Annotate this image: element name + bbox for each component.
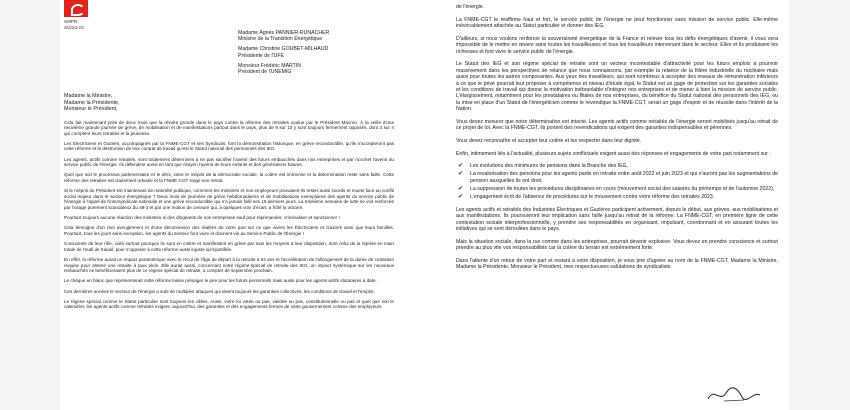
paragraph: La FNME-CGT le réaffirme haut et fort, le service public de l'énergie ne peut fonctionner sans mission de service public. Elle-même inévocablement attachée au Statut particulier et donner des IEG.	[456, 16, 778, 30]
paragraph: Le Statut des IEG et son régime spécial de retraite sont un vecteur incontestable d'attractivité pour les futurs emplois à pourvoir massivement dans les perspectives de relance que nous connaissons, par exemple la relance de la filière industrielle du nucléaire mais aussi pour toutes les autres composantes. Aux yeux des travailleurs, qui sont nombreux à accepter des niveaux de rémunération inférieurs à ce que le privé pourrait leur proposer à compétence et niveau d'étude égal, le Statut est un gage de protection sur les garanties sociales et les conditions de travail qui donne la motivation inébranlable d'intégrer nos entreprises et de mener à bien la mission de service public. L'élargissement, notamment pour les prestataires ou filiales de nos entreprises, du bénéfice du Statut national des personnels des IEG, ou la mise en place d'un Statut de l'énergéticien comme le revendique la FNME-CGT, serait un gage d'espoir et de réussite dans l'intérêt de la Nation.	[456, 61, 778, 113]
recipient	[238, 46, 438, 58]
letter-body-page-1	[64, 93, 394, 314]
ref-code: SG/23-22	[64, 24, 84, 30]
recipient-block	[238, 30, 438, 79]
recipient-title: Ministre de la Transition Énergétique	[238, 36, 323, 43]
paragraph: En effet, la réforme aurait un impact paramétrique avec le recul de l'âge de départ à la retraite à 64 ans et l'accélération de l'allongement de la durée de cotisation requise pour obtenir une retraite à taux plein. Elle aurait aussi, concernant notre régime spécial de retraite des IEG, un impact systémique sur les nouveaux embauchés ne bénéficieraient plus de ce régime spécial de retraite, à compter de septembre prochain.	[64, 256, 394, 274]
paragraph: Quel que soit le processus parlementaire et le déni, votre le mépris de la démocratie sociale, la colère est immense et la détermination reste sans faille. Cette réforme des retraites est clairement refusée et la FNME-CGT exige son retrait.	[64, 172, 394, 184]
salutation-line: Madame la Ministre,	[64, 93, 113, 99]
paragraph: Les agents, actifs comme retraités, sont totalement déterminés à ne pas sacrifier l'avenir des futurs embauchés dans nos entreprises et par ricochet l'avenir du service public de l'énergie. Ils défendent aussi en tant que citoyen l'avenir de leurs enfants et des générations futures.	[64, 156, 394, 168]
paragraph: Ces dernières années le secteur de l'énergie a subi de multiples attaques qui visent toujours les garanties collectives, les conditions de travail et l'emploi.	[64, 288, 375, 294]
paragraph: de l'énergie.	[456, 4, 485, 10]
signature	[704, 383, 764, 405]
paragraph: Vous devez mesurer que notre détermination est intacte. Les agents actifs comme retraités de l'énergie seront mobilisés jusqu'au retrait de ce projet de loi. Avec la FNME-CGT, ils portent des revendications qui exigent des garanties indispensables et pérennes.	[456, 118, 778, 132]
paragraph: Conscients de leur rôle, voilà surtout pourquoi ils sont en colère et manifestent en grève par tous les moyens à leur disposition, dont celui de la reprise en main totale de l'outil de travail, pour s'opposer à cette réforme aussi injuste qu'injustifiée.	[64, 241, 394, 252]
paragraph: Vous devez reconnaître et accepter leur colère et les respecter dans leur dignité.	[456, 137, 642, 144]
demands-list	[456, 163, 778, 200]
paragraph: D'ailleurs, si nous voulons renforcer la souveraineté énergétique de la France et relever tous les défis énergétiques d'avenir, il vous sera impossible de le mettre en œuvre sans toutes les travailleuses et tous les travailleurs intervenant dans le secteur. Elles et ils produisent les richesses et font vivre le service public de l'énergie.	[456, 35, 778, 55]
paragraph: Mais la situation sociale, dans la rue comme dans les entreprises, pourrait devenir explosive. Vous devez en prendre conscience et surtout prendre au plus vite vos responsabilités car la colère du terrain est extrêmement forte.	[456, 238, 778, 252]
list-item: ✔ La suppression de toutes les procédures disciplinaires en cours (mouvement social des salaires du printemps et de l'automne 2022),	[470, 186, 778, 192]
list-item: ✔ Les évolutions des minimums de pensions dans la Branche des IEG,	[470, 163, 778, 169]
recipient-title: Président de l'UNEMIG	[238, 69, 292, 76]
paragraph: Les agents actifs et retraités des Industries Électriques et Gazières participent activement, depuis le début, aux grèves, aux mobilisations et aux manifestations. Ils poursuivront leur implication sans faille jusqu'au retrait de la réforme. La FNME-CGT, en première ligne de cette contestation sociale interprofessionnelle, y prendre ses responsabilités en organisant, impulsant, coordonnant et en assurant toutes les initiatives qui se sont déroulées dans le pays.	[456, 206, 778, 233]
ref-org: SMPR	[64, 19, 78, 24]
list-item: ✔ L'engagement écrit de l'absence de procédures sur le mouvement contre votre réforme des retraites 2023.	[470, 194, 778, 200]
recipient-name: Madame Christine GOUBET-MILHAUD	[238, 46, 329, 53]
paragraph: Le régime spécial comme le Statut particulier sont toujours les cibles. Aussi, votre loi votée ou pas, validée ou pas, constitutionnelle ou pas et quel que soit le calendrier, les agents actifs comme retraités exigent, aujourd'hui, des garanties et des engagements fermes de votre gouvernement comme des employeurs	[64, 298, 394, 310]
letter-body-page-2	[456, 4, 778, 277]
paragraph: Les Electriciens et Gaziers, accompagnés par la FNME-CGT et ses Syndicats, font la démonstration historique, en grève reconductible, qu'ils n'accepteront pas cette réforme et la destruction de leur contrat de travail qu'est le Statut national des personnels des IEG.	[64, 140, 394, 152]
recipient-name: Madame Agnès PANNIER-RUNACHER	[238, 30, 330, 36]
paragraph: Le chèque en blanc que représenterait cette réforme laisse présager le pire pour les futurs personnels mais aussi pour les agents actifs statutaires à date.	[64, 278, 377, 284]
cgt-logo	[64, 0, 88, 17]
paragraph: Dans l'attente d'un retour de votre part et restant à votre disposition, je vous prie d'agréer au nom de la FNME-CGT, Madame la Ministre, Madame la Présidente, Monsieur le Président, mes respectueuses salutations de syndicaliste.	[456, 257, 778, 271]
recipient	[238, 30, 438, 42]
salutation-line: Madame la Présidente,	[64, 99, 120, 106]
salutation-line: Monsieur le Président,	[64, 106, 118, 112]
paragraph: Pourtant toujours aucune réaction des ministres ni des dirigeants de nos entreprises sauf pour réprimander, criminaliser et sanctionner !	[64, 215, 340, 221]
reference	[64, 19, 84, 30]
list-item: ✔ La revalorisation des pensions pour les agents partis en retraite entre août 2022 et juin 2023 et qui n'auront pas les augmentations de pension auxquelles ils ont droit,	[470, 171, 778, 184]
recipient	[238, 63, 438, 75]
recipient-title: Présidente de l'UFE	[238, 52, 284, 59]
letter-page-1	[60, 0, 446, 410]
paragraph: Cela témoigne d'un réel aveuglement et d'une déconnexion des réalités de votre part sur ce que vivent les Électriciens et Gaziers ainsi que leurs familles. Pourtant, tous les jours sans exception, les agents du secteur font vivre et donnent vie au Service Public de l'Énergie !	[64, 225, 394, 236]
recipient-name: Monsieur Frédéric MARTIN	[238, 62, 302, 69]
salutation	[64, 93, 394, 113]
paragraph: Si le mépris du Président est maintenant de notoriété publique, comment les ministres et nos employeurs pouvaient-ils rester aussi sourds et muets face au conflit social majeur dans le secteur énergétique ? Deux mois de journées de grève hebdomadaires et de mobilisations exemplaires des agents du service public de l'énergie à l'appel de l'intersyndicale nationale et une grève reconductible qui n'a jamais failli ses 15 derniers jours. La troisième semaine de lutte se voit renforcée par l'usage purement scandaleux du 49-3 et par une motion de censure qui, à quelques voix d'écart, a frôlé la victoire.	[64, 188, 394, 210]
letter-page-2	[446, 0, 789, 410]
paragraph: Enfin, intimement liés à l'actualité, plusieurs sujets conflictuels exigent aussi des réponses et engagements de votre part notamment sur :	[456, 150, 771, 157]
paragraph: Cela fait maintenant près de deux mois que la révolte gronde dans le pays contre la réforme des retraites voulue par le Président Macron. À la veille d'une neuvième grande journée de grève, de mobilisation et de manifestations partout dans le pays, plus de 9 sur 10 y sont toujours fermement opposés, dont 3 sur 4 qui comptent leurs retraités et la jeunesse.	[64, 119, 394, 136]
